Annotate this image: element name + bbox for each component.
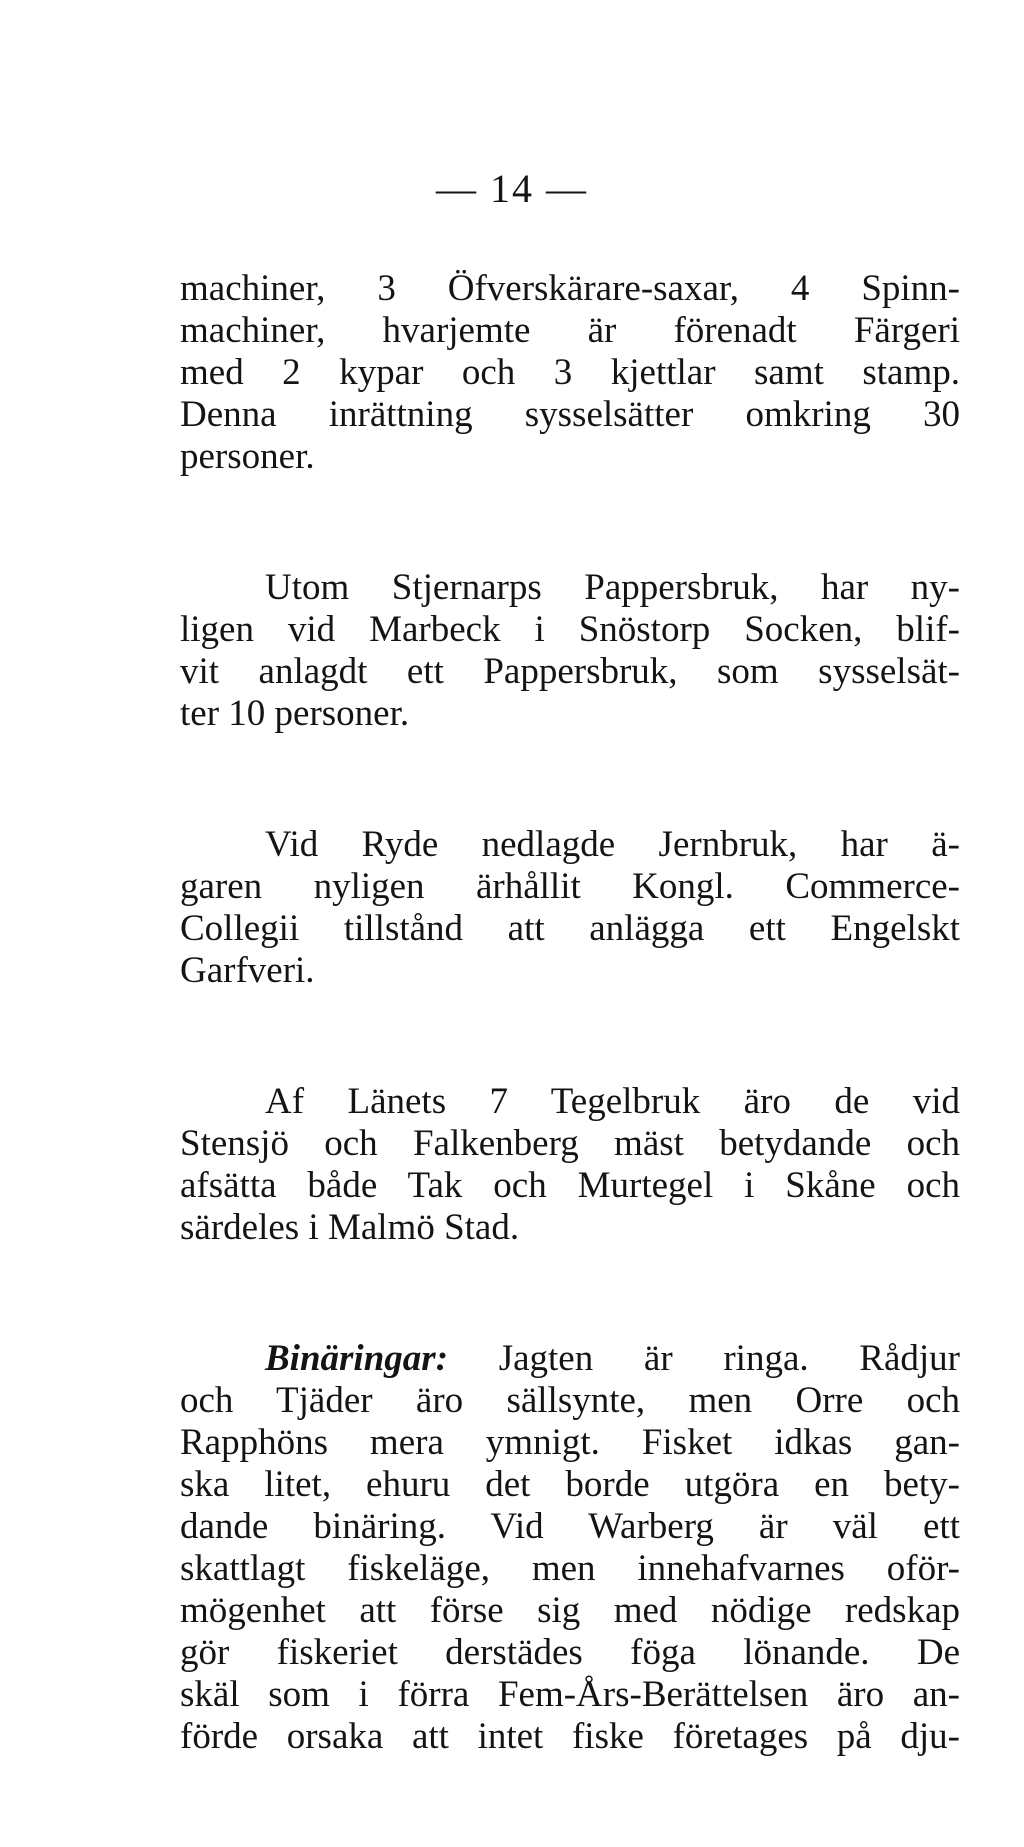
text-line: garen nyligen ärhållit Kongl. Commerce- (180, 866, 960, 907)
paragraph-machinery (180, 268, 960, 478)
text-line: vit anlagdt ett Pappersbruk, som sysselsät- (180, 651, 960, 692)
paragraph-brickworks (180, 1081, 960, 1249)
section-lead: Binäringar: (265, 1338, 449, 1379)
text-line: skäl som i förra Fem-Års-Berättelsen äro an- (180, 1674, 960, 1715)
text-line: med 2 kypar och 3 kjettlar samt stamp. (180, 352, 960, 393)
text-line: Stensjö och Falkenberg mäst betydande och (180, 1123, 960, 1164)
text-line: särdeles i Malmö Stad. (180, 1207, 520, 1248)
text-line: och Tjäder äro sällsynte, men Orre och (180, 1380, 960, 1421)
text-line: dande binäring. Vid Warberg är väl ett (180, 1506, 960, 1547)
text-line: machiner, hvarjemte är förenadt Färgeri (180, 310, 960, 351)
text-line: förde orsaka att intet fiske företages på dju- (180, 1716, 960, 1757)
text-line: Denna inrättning sysselsätter omkring 30 (180, 394, 960, 435)
text-fragment: Jagten är ringa. Rådjur (498, 1338, 960, 1379)
text-line: machiner, 3 Öfverskärare-saxar, 4 Spinn- (180, 268, 960, 309)
text-line: Collegii tillstånd att anlägga ett Engelskt (180, 908, 960, 949)
text-line: Vid Ryde nedlagde Jernbruk, har ä- (265, 824, 960, 865)
text-line: mögenhet att förse sig med nödige redskap (180, 1590, 960, 1631)
paragraph-tannery (180, 824, 960, 992)
text-line: Af Länets 7 Tegelbruk äro de vid (265, 1081, 960, 1122)
text-line: afsätta både Tak och Murtegel i Skåne och (180, 1165, 960, 1206)
text-line: ska litet, ehuru det borde utgöra en bety- (180, 1464, 960, 1505)
paragraph-paper-mill (180, 567, 960, 735)
page-number: — 14 — (436, 166, 588, 211)
body-text (180, 268, 960, 1847)
text-line: Garfveri. (180, 950, 315, 991)
text-line: Rapphöns mera ymnigt. Fisket idkas gan- (180, 1422, 960, 1463)
text-line: gör fiskeriet derstädes föga lönande. De (180, 1632, 960, 1673)
text-line: ligen vid Marbeck i Snöstorp Socken, blif- (180, 609, 960, 650)
paragraph-side-industries (180, 1338, 960, 1758)
text-line: personer. (180, 436, 315, 477)
text-line (180, 1338, 960, 1380)
text-line: skattlagt fiskeläge, men innehafvarnes oför- (180, 1548, 960, 1589)
text-line: Utom Stjernarps Pappersbruk, har ny- (265, 567, 960, 608)
text-line: ter 10 personer. (180, 693, 410, 734)
